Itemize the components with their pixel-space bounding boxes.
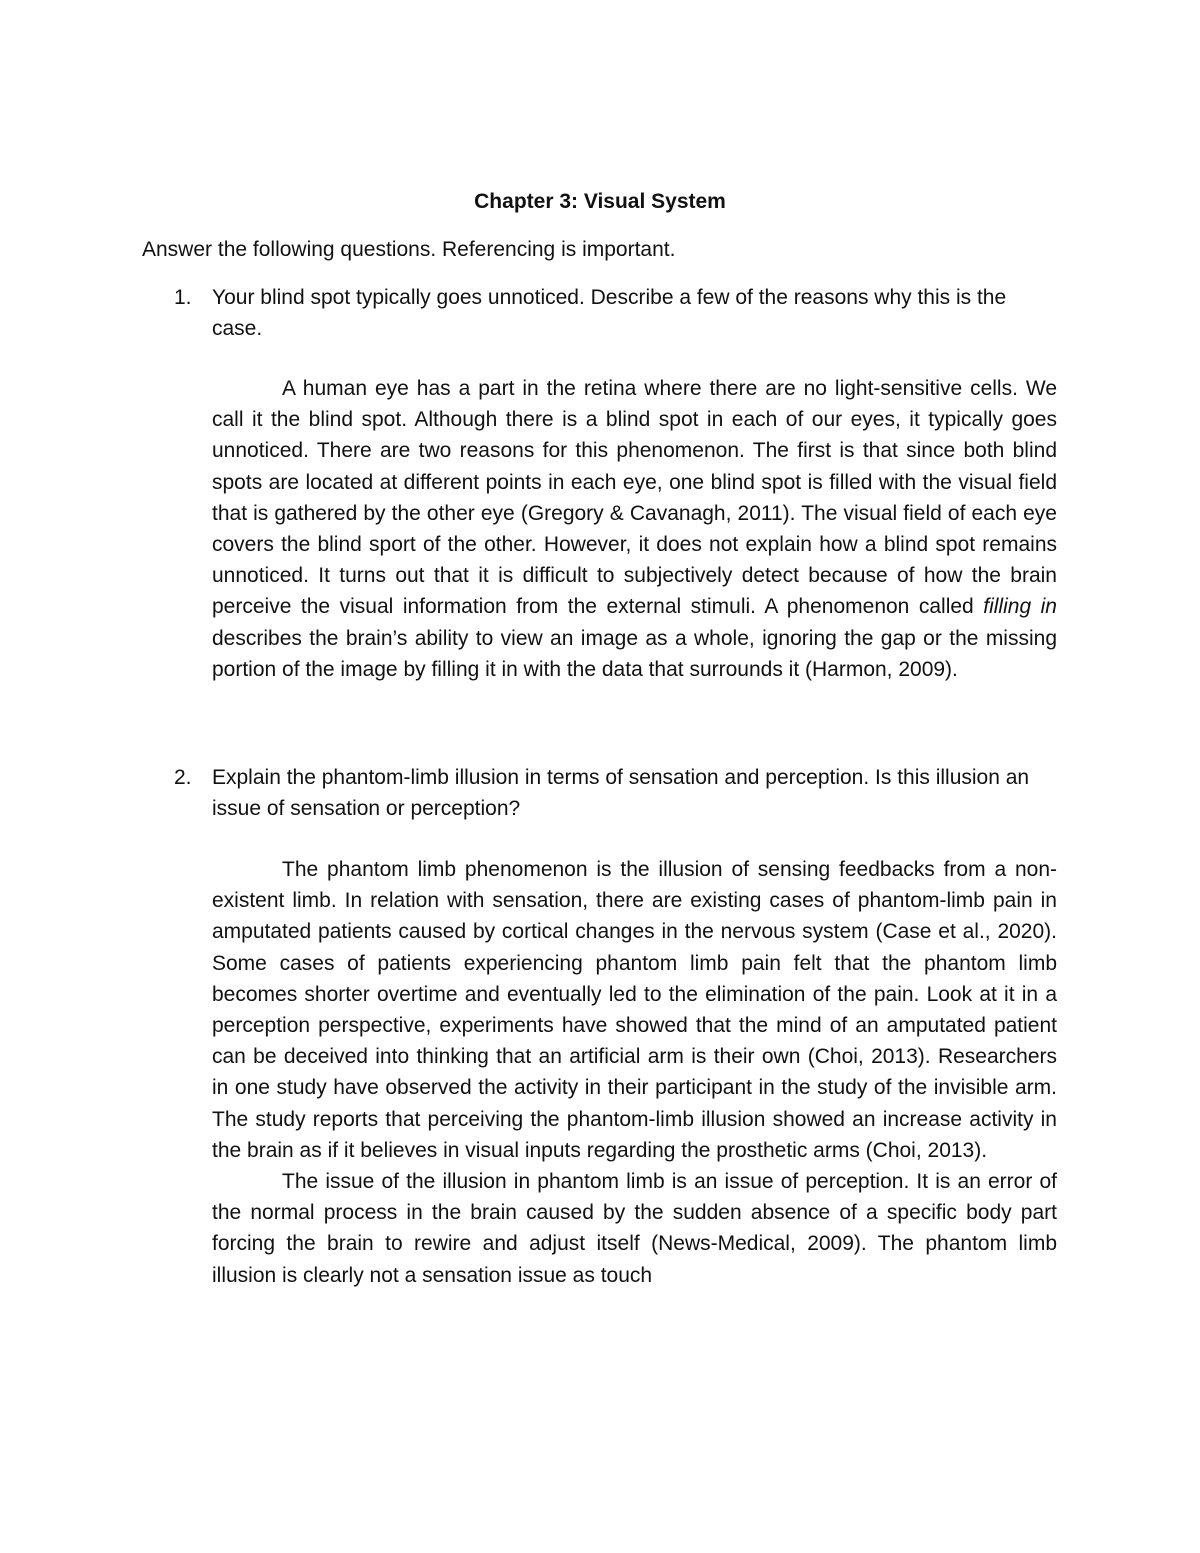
answer-paragraph: The issue of the illusion in phantom limb is an issue of perception. It is an error of the normal process in the brain caused by the sudden absence of a specific body part forcing the brain to rewire and adjust itself (News-Medical, 2009). The phantom limb illusion is clearly not a sensation issue as touch bbox=[212, 1170, 1057, 1287]
instruction-text: Answer the following questions. Referencing is important. bbox=[142, 238, 676, 261]
answer-paragraph: The phantom limb phenomenon is the illusion of sensing feedbacks from a non-existent limb. In relation with sensation, there are existing cases of phantom-limb pain in amputated patients caused by cortical changes in the nervous system (Case et al., 2020). Some cases of patients experiencing phantom limb pain felt that the phantom limb becomes shorter overtime and eventually led to the elimination of the pain. Look at it in a perception perspective, experiments have showed that the mind of an amputated patient can be deceived into thinking that an artificial arm is their own (Choi, 2013). Researchers in one study have observed the activity in their participant in the study of the invisible arm. The study reports that perceiving the phantom-limb illusion showed an increase activity in the brain as if it believes in visual inputs regarding the prosthetic arms (Choi, 2013). bbox=[212, 858, 1057, 1162]
question-text: Your blind spot typically goes unnoticed. Describe a few of the reasons why this is the case. bbox=[212, 286, 1007, 341]
answer-2 bbox=[212, 854, 1057, 1291]
question-1 bbox=[174, 282, 1062, 344]
answer-text: A human eye has a part in the retina where there are no light-sensitive cells. We call it the blind spot. Although there is a blind spot in each of our eyes, it typically goes unnoticed. There are two reasons for this phenomenon. The first is that since both blind spots are located at different points in each eye, one blind spot is filled with the visual field that is gathered by the other eye (Gregory & Cavanagh, 2011). The visual field of each eye covers the blind sport of the other. However, it does not explain how a blind spot remains unnoticed. It turns out that it is difficult to subjectively detect because of how the brain perceive the visual information from the external stimuli. A phenomenon called bbox=[212, 377, 1057, 619]
emphasized-term: filling in bbox=[983, 595, 1057, 619]
question-number: 1. bbox=[174, 286, 192, 309]
answer-paragraph bbox=[212, 373, 1057, 685]
chapter-title: Chapter 3: Visual System bbox=[474, 190, 726, 213]
question-text: Explain the phantom-limb illusion in terms of sensation and perception. Is this illusion an issue of sensation or perception? bbox=[212, 766, 1030, 821]
answer-text: describes the brain’s ability to view an image as a whole, ignoring the gap or the missing portion of the image by filling it in with the data that surrounds it (Harmon, 2009). bbox=[212, 626, 1057, 681]
question-number: 2. bbox=[174, 766, 192, 789]
answer-1 bbox=[212, 373, 1057, 685]
question-2 bbox=[174, 762, 1062, 824]
